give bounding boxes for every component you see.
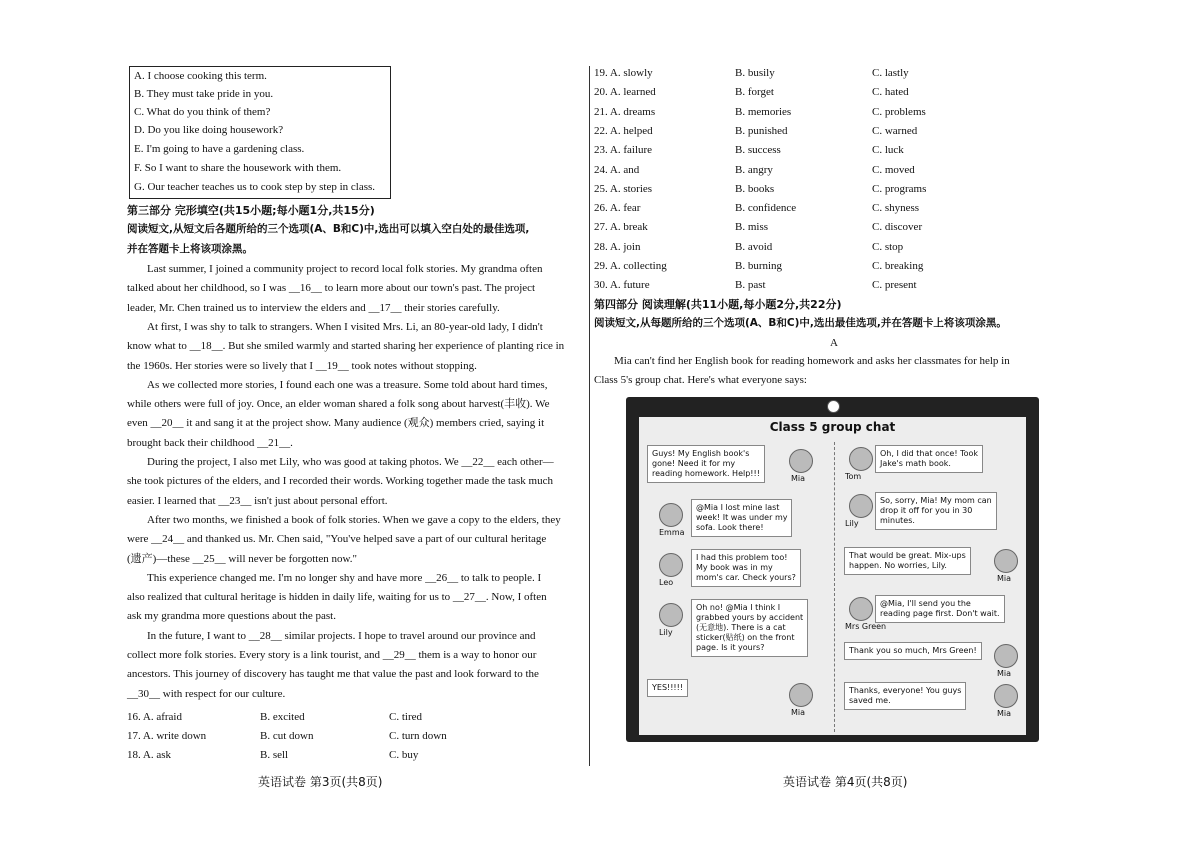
avatar <box>659 553 683 577</box>
avatar-name: Mrs Green <box>845 622 887 631</box>
option-a: 20. A. learned <box>594 86 656 99</box>
option-a: 25. A. stories <box>594 182 653 195</box>
option-a: 27. A. break <box>594 221 648 234</box>
option-b: B. angry <box>735 163 773 176</box>
part4-heading: 第四部分 阅读理解(共11小题,每小题2分,共22分) <box>594 298 842 311</box>
chat-bubble <box>691 499 792 537</box>
avatar <box>789 449 813 473</box>
passage-line: know what to __18__. But she smiled warmly and started sharing her experience of planting rice in <box>127 340 565 353</box>
chat-divider <box>834 442 835 732</box>
passage-line: brought back their childhood __21__. <box>127 436 293 449</box>
box-line: D. Do you like doing housework? <box>134 124 284 136</box>
avatar-name: Mia <box>997 669 1012 678</box>
passage-line: As we collected more stories, I found each one was a treasure. Some told about hard times, <box>147 378 548 391</box>
chat-text: (无意地). There is a cat <box>696 623 786 632</box>
chat-text: saved me. <box>849 696 891 705</box>
passage-line: ask my grandma more questions about the past. <box>127 610 336 623</box>
column-divider <box>589 66 590 766</box>
passage-line: (遗产)—these __25__ will never be forgotten now." <box>127 552 357 565</box>
box-line: G. Our teacher teaches us to cook step by step in class. <box>134 181 376 193</box>
section-label: A <box>830 337 838 349</box>
chat-bubble <box>647 679 688 697</box>
option-c: C. buy <box>389 749 419 761</box>
intro-line: Mia can't find her English book for reading homework and asks her classmates for help in <box>614 355 1010 367</box>
passage-line: During the project, I also met Lily, who was good at taking photos. We __22__ each other— <box>147 456 554 468</box>
chat-bubble <box>647 445 765 483</box>
passage-line: while others were full of joy. Once, an elder woman shared a folk song about harvest(丰收). We <box>127 398 550 411</box>
option-a: 29. A. collecting <box>594 260 667 272</box>
passage-line: This experience changed me. I'm no longer shy and have more __26__ to talk to people. I <box>147 571 542 584</box>
option-a: 21. A. dreams <box>594 105 656 118</box>
option-a: 19. A. slowly <box>594 67 653 79</box>
chat-bubble <box>844 642 982 660</box>
option-c: C. luck <box>872 144 904 157</box>
sentence-options-box <box>129 66 391 199</box>
passage-line: she took pictures of the elders, and I recorded their words. Working together made the task much <box>127 475 553 488</box>
avatar-name: Emma <box>659 528 685 537</box>
chat-text: So, sorry, Mia! My mom can <box>880 496 992 505</box>
option-a: 16. A. afraid <box>127 711 182 723</box>
avatar <box>849 494 873 518</box>
box-line: F. So I want to share the housework with them. <box>134 162 342 174</box>
chat-text: I had this problem too! <box>696 553 788 562</box>
option-c: C. breaking <box>872 260 924 272</box>
chat-bubble <box>844 682 966 710</box>
chat-text: page. Is it yours? <box>696 643 765 652</box>
chat-bubble <box>875 445 983 473</box>
passage-line: also realized that cultural heritage is hidden in daily life, waiting for us to __27__. Now, I often <box>127 591 547 604</box>
chat-text: Jake's math book. <box>880 459 951 468</box>
chat-bubble <box>875 492 997 530</box>
option-a: 22. A. helped <box>594 124 653 137</box>
option-c: C. turn down <box>389 730 447 742</box>
chat-bubble <box>844 547 971 575</box>
passage-line: In the future, I want to __28__ similar projects. I hope to travel around our province and <box>147 629 536 642</box>
option-b: B. punished <box>735 124 788 137</box>
passage-line: After two months, we finished a book of folk stories. When we gave a copy to the elders, they <box>147 513 561 526</box>
avatar-name: Lily <box>659 628 673 637</box>
avatar <box>849 597 873 621</box>
page-footer-left: 英语试卷 第3页(共8页) <box>258 775 383 789</box>
passage-line: easier. I learned that __23__ isn't just about personal effort. <box>127 494 388 507</box>
option-a: 28. A. join <box>594 240 641 253</box>
passage-line: __30__ with respect for our culture. <box>127 687 286 700</box>
option-b: B. books <box>735 182 775 195</box>
chat-text: Oh no! @Mia I think I <box>696 603 781 612</box>
chat-text: @Mia, I'll send you the <box>880 599 971 608</box>
option-c: C. moved <box>872 163 915 176</box>
page-footer-right: 英语试卷 第4页(共8页) <box>783 775 908 789</box>
group-chat-image <box>626 397 1039 742</box>
chat-text: week! It was under my <box>696 513 788 522</box>
option-a: 26. A. fear <box>594 202 641 215</box>
chat-text: mom's car. Check yours? <box>696 573 796 582</box>
option-b: B. past <box>735 279 766 292</box>
avatar-name: Mia <box>791 708 806 717</box>
chat-text: gone! Need it for my <box>652 459 736 468</box>
chat-title: Class 5 group chat <box>769 420 896 434</box>
avatar <box>994 549 1018 573</box>
avatar <box>659 503 683 527</box>
option-c: C. programs <box>872 182 927 195</box>
option-b: B. burning <box>735 260 783 272</box>
chat-text: Thanks, everyone! You guys <box>849 686 962 695</box>
chat-text: reading page first. Don't wait. <box>880 609 1000 618</box>
avatar <box>994 684 1018 708</box>
avatar <box>659 603 683 627</box>
chat-text: That would be great. Mix-ups <box>849 551 966 560</box>
intro-line: Class 5's group chat. Here's what everyone says: <box>594 374 807 386</box>
chat-bubble <box>691 599 808 657</box>
option-b: B. sell <box>260 749 289 761</box>
box-line: E. I'm going to have a gardening class. <box>134 143 305 155</box>
avatar <box>994 644 1018 668</box>
option-b: B. forget <box>735 86 774 99</box>
chat-text: sticker(贴纸) on the front <box>696 633 795 642</box>
passage-line: even __20__ it and sang it at the project show. Many audience (观众) members cried, saying it <box>127 417 545 430</box>
chat-panel <box>639 417 1026 735</box>
box-line: C. What do you think of them? <box>134 106 271 118</box>
avatar-name: Tom <box>845 472 862 481</box>
passage-line: the 1960s. Her stories were so lively that I __19__ took notes without stopping. <box>127 359 477 372</box>
option-c: C. tired <box>389 711 422 723</box>
option-b: B. avoid <box>735 240 773 253</box>
pin-icon <box>827 400 840 413</box>
chat-text: YES!!!!! <box>652 683 684 692</box>
chat-bubble <box>691 549 801 587</box>
part4-instruction: 阅读短文,从每题所给的三个选项(A、B和C)中,选出最佳选项,并在答题卡上将该项涂黑。 <box>594 317 1007 329</box>
option-c: C. lastly <box>872 67 909 79</box>
box-line: A. I choose cooking this term. <box>134 70 267 82</box>
avatar-name: Mia <box>997 574 1012 583</box>
passage-line: Last summer, I joined a community project to record local folk stories. My grandma often <box>147 263 543 275</box>
passage-line: leader, Mr. Chen trained us to interview the elders and __17__ their stories carefully. <box>127 301 500 314</box>
chat-text: grabbed yours by accident <box>696 613 804 622</box>
option-b: B. memories <box>735 105 792 118</box>
option-c: C. present <box>872 279 917 292</box>
option-c: C. discover <box>872 221 923 234</box>
option-b: B. busily <box>735 67 775 79</box>
option-b: B. success <box>735 144 781 157</box>
option-b: B. cut down <box>260 730 314 742</box>
passage-line: ancestors. This journey of discovery has taught me that value the past and look forward to the <box>127 668 539 681</box>
chat-bubble <box>875 595 1005 623</box>
part3-instruction: 并在答题卡上将该项涂黑。 <box>127 243 253 255</box>
box-line: B. They must take pride in you. <box>134 88 274 100</box>
chat-text: drop it off for you in 30 <box>880 506 973 515</box>
option-a: 23. A. failure <box>594 144 653 157</box>
chat-text: Thank you so much, Mrs Green! <box>849 646 977 655</box>
avatar-name: Mia <box>997 709 1012 718</box>
passage-line: collect more folk stories. Every story is a link tourist, and __29__ them is a way to honor our <box>127 649 537 661</box>
chat-text: Oh, I did that once! Took <box>880 449 979 458</box>
avatar <box>789 683 813 707</box>
avatar-name: Lily <box>845 519 859 528</box>
passage-line: were __24__ and thanked us. Mr. Chen said, "You've helped save a part of our cultural heritage <box>127 533 547 546</box>
option-b: B. confidence <box>735 202 797 215</box>
option-c: C. shyness <box>872 202 920 215</box>
avatar-name: Mia <box>791 474 806 483</box>
chat-text: Guys! My English book's <box>652 449 750 458</box>
option-b: B. miss <box>735 221 769 234</box>
option-c: C. hated <box>872 86 909 99</box>
option-a: 24. A. and <box>594 163 640 176</box>
chat-text: sofa. Look there! <box>696 523 764 532</box>
chat-text: My book was in my <box>696 563 773 572</box>
chat-text: reading homework. Help!!! <box>652 469 760 478</box>
chat-text: happen. No worries, Lily. <box>849 561 947 570</box>
part3-heading: 第三部分 完形填空(共15小题;每小题1分,共15分) <box>127 204 375 217</box>
part3-instruction: 阅读短文,从短文后各题所给的三个选项(A、B和C)中,选出可以填入空白处的最佳选项, <box>127 223 530 235</box>
passage-line: At first, I was shy to talk to strangers. When I visited Mrs. Li, an 80-year-old lady, I didn't <box>147 320 543 333</box>
option-a: 18. A. ask <box>127 749 171 761</box>
option-a: 17. A. write down <box>127 730 207 742</box>
option-c: C. stop <box>872 240 904 253</box>
passage-line: talked about her childhood, so I was __16__ to learn more about our town's past. The project <box>127 282 536 295</box>
avatar <box>849 447 873 471</box>
option-b: B. excited <box>260 711 305 723</box>
chat-text: @Mia I lost mine last <box>696 503 780 512</box>
option-a: 30. A. future <box>594 279 650 292</box>
avatar-name: Leo <box>659 578 674 587</box>
chat-text: minutes. <box>880 516 915 525</box>
option-c: C. problems <box>872 105 926 118</box>
option-c: C. warned <box>872 124 918 137</box>
